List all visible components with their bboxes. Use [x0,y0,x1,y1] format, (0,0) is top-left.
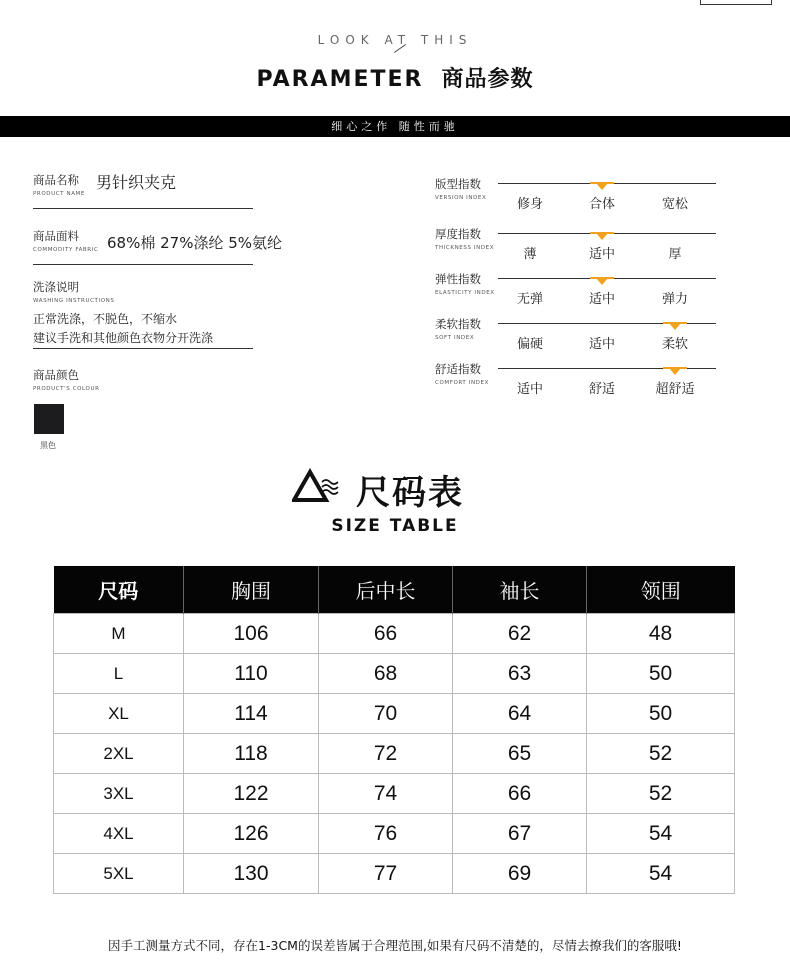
table-cell: 64 [453,694,587,734]
table-row [54,814,735,854]
table-cell: 54 [587,814,735,854]
table-cell: 52 [587,734,735,774]
index-label: 柔软指数 [435,317,481,331]
index-option: 弹力 [661,292,688,307]
table-cell: 50 [587,654,735,694]
index-option: 厚 [668,247,682,262]
index-label: 弹性指数 [435,272,481,286]
color-label: 商品颜色 [33,368,79,382]
table-cell: 62 [453,614,587,654]
index-sub: ELASTICITY INDEX [435,290,495,296]
table-cell: 4XL [54,814,184,854]
selected-marker-icon [596,278,608,285]
look-at-this-text: LOOK AT THIS [317,33,473,47]
index-label: 厚度指数 [435,227,481,241]
column-header: 后中长 [319,566,453,614]
fabric-value: 68%棉 27%涤纶 5%氨纶 [107,234,283,252]
index-option: 柔软 [661,337,688,352]
name-value: 男针织夹克 [96,173,177,192]
footer-note: 因手工测量方式不同，存在1-3CM的误差皆属于合理范围,如果有尺码不清楚的，尽情去撩我们的客服哦! [108,938,682,953]
index-sub: THICKNESS INDEX [435,245,495,251]
table-cell: 72 [319,734,453,774]
table-cell: 77 [319,854,453,894]
index-sub: SOFT INDEX [435,335,475,341]
washing-sub: WASHING INSTRUCTIONS [33,298,115,304]
table-row [54,614,735,654]
table-cell: 70 [319,694,453,734]
divider [33,348,253,349]
size-table-header [54,566,735,614]
slogan-bar: 细心之作 随性而驰 [0,116,790,137]
table-cell: 54 [587,854,735,894]
index-option: 适中 [588,337,615,352]
fabric-sub: COMMODITY FABRIC [33,247,99,253]
table-row [54,694,735,734]
title-en: PARAMETER [256,67,424,92]
column-header: 尺码 [54,566,184,614]
index-label: 版型指数 [435,177,481,191]
name-sub: PRODUCT NAME [33,191,85,197]
size-table-title: 尺码表 [356,473,464,513]
table-row [54,654,735,694]
corner-frame [700,0,772,5]
table-row [54,734,735,774]
index-option: 偏硬 [516,337,543,352]
page-title [0,62,790,93]
table-cell: 66 [453,774,587,814]
index-option: 合体 [588,197,615,212]
table-row [54,774,735,814]
index-option: 适中 [516,382,543,397]
index-option: 薄 [523,247,537,262]
divider [33,208,253,209]
column-header: 领围 [587,566,735,614]
table-cell: 63 [453,654,587,694]
fabric-label: 商品面料 [33,229,79,243]
index-sub: VERSION INDEX [435,195,487,201]
table-cell: 66 [319,614,453,654]
table-cell: 130 [184,854,319,894]
selected-marker-icon [596,183,608,190]
table-cell: L [54,654,184,694]
table-cell: 67 [453,814,587,854]
washing-label: 洗涤说明 [33,280,79,294]
index-option: 修身 [516,197,543,212]
column-header: 袖长 [453,566,587,614]
table-cell: 114 [184,694,319,734]
table-cell: 52 [587,774,735,814]
selected-marker-icon [669,368,681,375]
table-cell: 50 [587,694,735,734]
index-sub: COMFORT INDEX [435,380,489,386]
selected-marker-icon [669,323,681,330]
selected-marker-icon [596,233,608,240]
index-option: 适中 [588,247,615,262]
index-option: 无弹 [516,292,543,307]
table-cell: 69 [453,854,587,894]
table-cell: M [54,614,184,654]
index-option: 适中 [588,292,615,307]
table-cell: 118 [184,734,319,774]
column-header: 胸围 [184,566,319,614]
title-cn: 商品参数 [441,67,534,92]
index-option: 宽松 [661,197,688,212]
color-swatch [34,404,64,434]
table-cell: 3XL [54,774,184,814]
swatch-name: 黑色 [40,441,56,450]
table-cell: 106 [184,614,319,654]
table-cell: 122 [184,774,319,814]
name-label: 商品名称 [33,173,79,187]
table-cell: 76 [319,814,453,854]
divider [33,264,253,265]
washing-line2: 建议手洗和其他颜色衣物分开洗涤 [33,331,214,345]
table-cell: 110 [184,654,319,694]
washing-line1: 正常洗涤，不脱色，不缩水 [33,312,178,326]
size-table [53,566,735,894]
index-option: 舒适 [588,382,615,397]
index-label: 舒适指数 [435,362,481,376]
mountain-icon [292,468,350,508]
table-cell: 65 [453,734,587,774]
index-option: 超舒适 [655,382,695,397]
table-row [54,854,735,894]
table-cell: 48 [587,614,735,654]
color-sub: PRODUCT'S COLOUR [33,386,100,392]
table-cell: 2XL [54,734,184,774]
table-cell: 126 [184,814,319,854]
table-cell: 5XL [54,854,184,894]
table-cell: 68 [319,654,453,694]
table-cell: XL [54,694,184,734]
table-cell: 74 [319,774,453,814]
size-table-subtitle: SIZE TABLE [331,516,459,536]
